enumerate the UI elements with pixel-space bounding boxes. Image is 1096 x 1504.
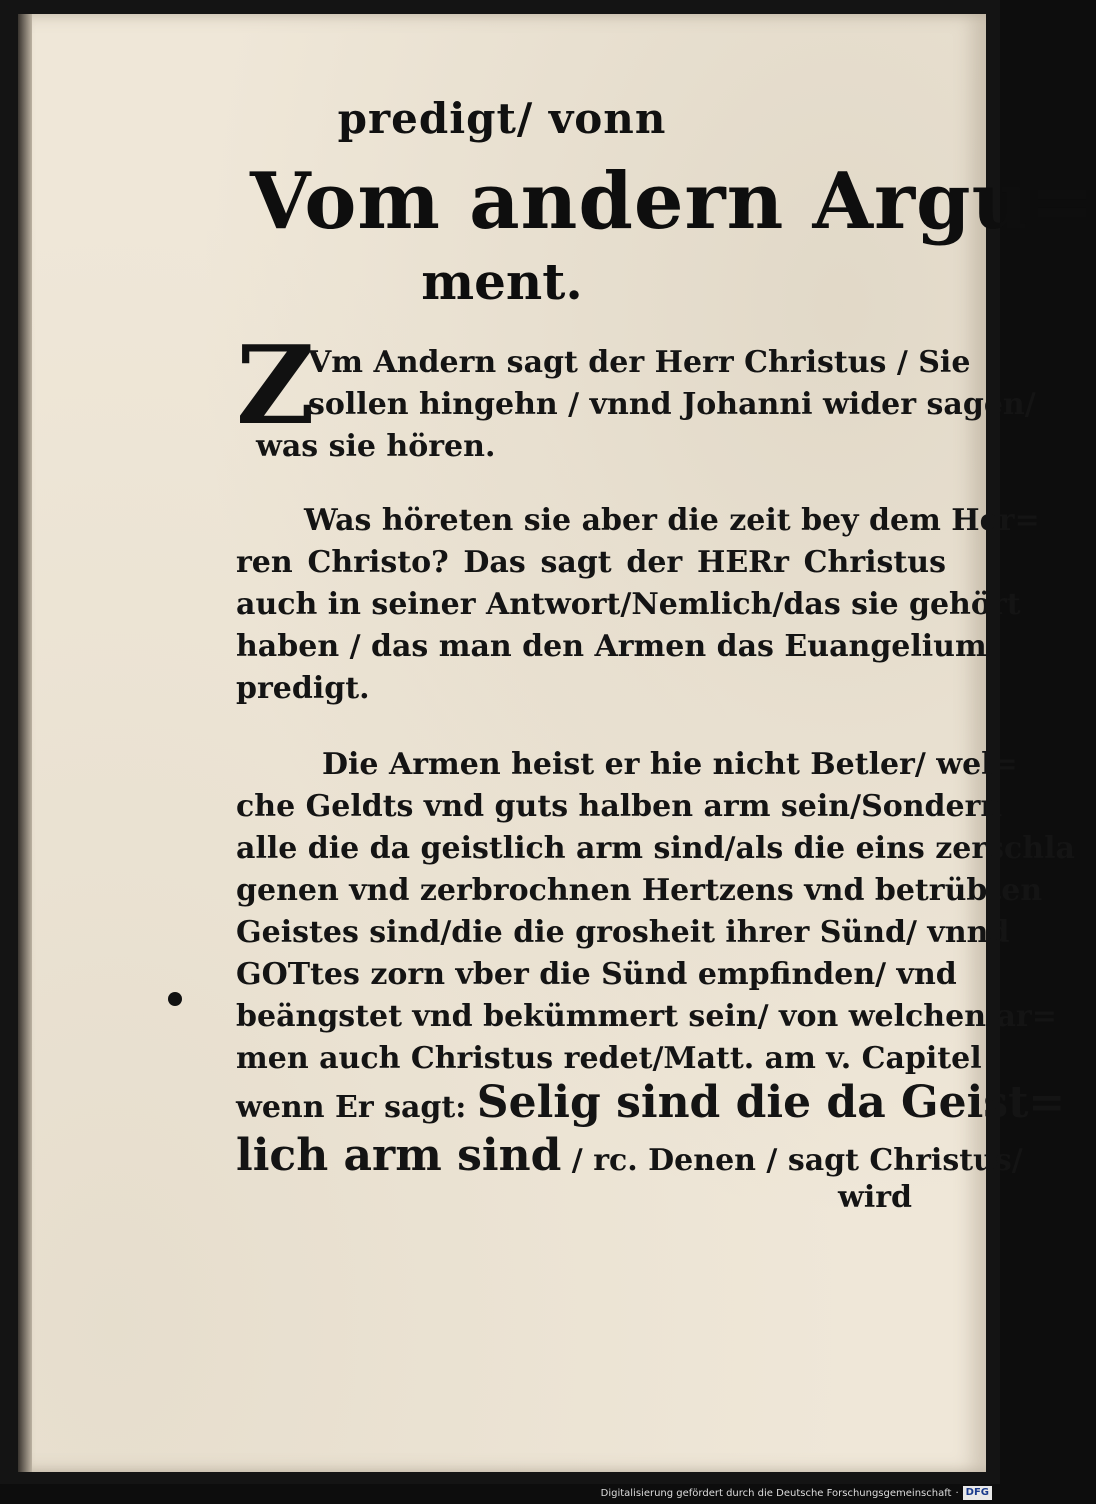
paragraph-line: haben / das man den Armen das Euangelium xyxy=(236,629,987,664)
paragraph-line xyxy=(236,1077,1066,1133)
page-gutter-shadow xyxy=(18,14,32,1472)
paragraph-line: sollen hingehn / vnnd Johanni wider sagen/ xyxy=(308,387,1036,422)
paragraph-1 xyxy=(256,342,1036,468)
paragraph-line: ren Christo? Das sagt der HERr Christus xyxy=(236,545,946,580)
emphasized-text: lich arm sind xyxy=(236,1130,562,1181)
footer-text: Digitalisierung gefördert durch die Deutsche Forschungsgemeinschaft xyxy=(600,1487,952,1499)
paragraph-line: men auch Christus redet/Matt. am v. Capitel xyxy=(236,1041,982,1076)
emphasized-text: Selig sind die da Geist= xyxy=(476,1077,1066,1128)
paragraph-line: alle die da geistlich arm sind/als die eins zerschla xyxy=(236,831,1075,866)
text-run: wenn Er sagt: xyxy=(236,1090,467,1125)
drop-capital: Z xyxy=(236,323,315,449)
paragraph-line: Vm Andern sagt der Herr Christus / Sie xyxy=(308,345,971,380)
paragraph-3 xyxy=(236,744,1075,1186)
section-title-line2: ment. xyxy=(421,252,583,311)
dfg-logo-icon: DFG xyxy=(963,1486,992,1500)
paragraph-line: Geistes sind/die die grosheit ihrer Sünd/ vnnd xyxy=(236,915,1010,950)
book-page xyxy=(18,14,1096,1472)
footer-credit: Digitalisierung gefördert durch die Deutsche Forschungsgemeinschaft · DFG xyxy=(601,1484,992,1502)
paragraph-line: was sie hören. xyxy=(256,429,496,464)
margin-mark xyxy=(168,992,182,1006)
paragraph-line xyxy=(236,1130,1023,1186)
paragraph-line: genen vnd zerbrochnen Hertzens vnd betrübten xyxy=(236,873,1043,908)
text-run: / rc. Denen / sagt Christus/ xyxy=(571,1143,1023,1178)
paragraph-2 xyxy=(236,500,1040,710)
paragraph-line: beängstet vnd bekümmert sein/ von welchen ar= xyxy=(236,999,1057,1034)
paragraph-line: Die Armen heist er hie nicht Betler/ wel= xyxy=(322,747,1018,782)
paragraph-line: che Geldts vnd guts halben arm sein/Sondern xyxy=(236,789,1003,824)
catchword: wird xyxy=(838,1180,913,1215)
section-title-line1: Vom andern Argu= xyxy=(250,156,1096,247)
paragraph-line: predigt. xyxy=(236,671,370,706)
running-header: predigt/ vonn xyxy=(337,94,667,143)
paragraph-line: auch in seiner Antwort/Nemlich/das sie gehört xyxy=(236,587,1021,622)
paragraph-line: GOTtes zorn vber die Sünd empfinden/ vnd xyxy=(236,957,957,992)
paragraph-line: Was höreten sie aber die zeit bey dem Her= xyxy=(304,503,1040,538)
